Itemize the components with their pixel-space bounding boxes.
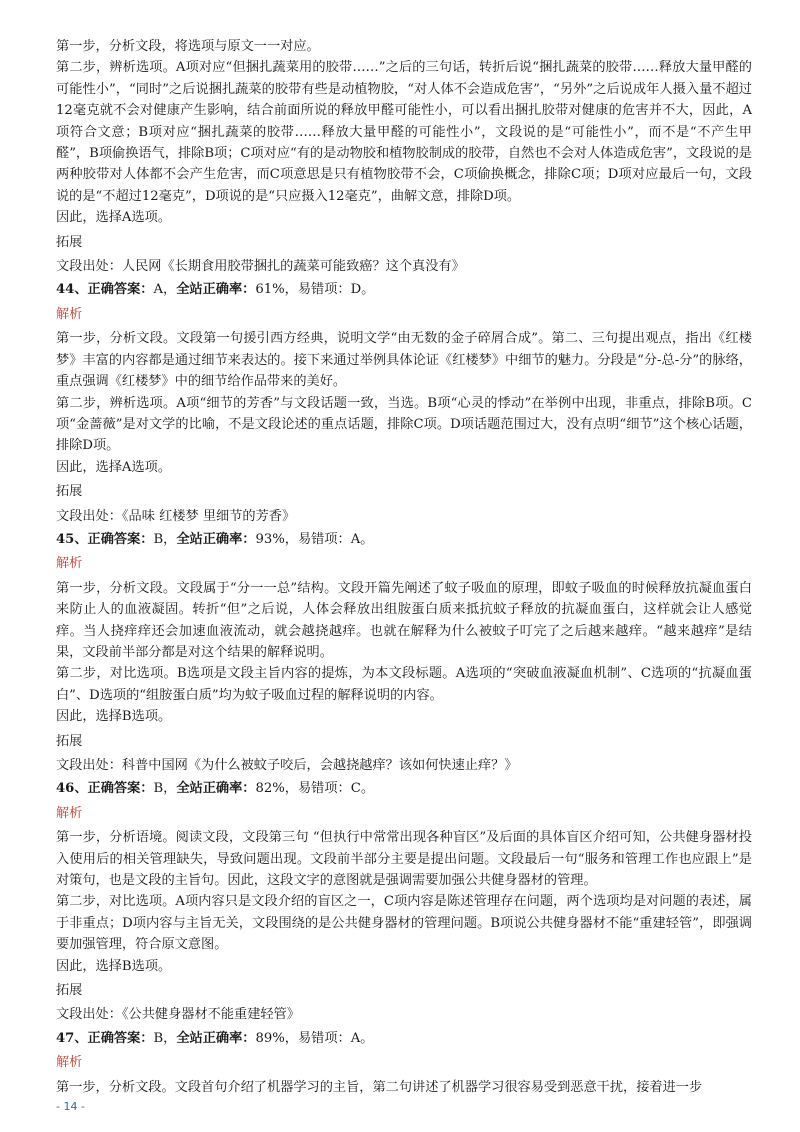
paragraph: 因此，选择A选项。 [56,459,172,475]
answer-value: A， [153,282,177,298]
rate-value: 82%， [255,781,298,797]
tuozhan-heading: 拓展 [56,234,83,250]
source-line: 文段出处：人民网《长期食用胶带捆扎的蔬菜可能致癌？这个真没有》 [56,259,465,275]
paragraph: 第一步，分析文段。文段属于“分一一总”结构。文段开篇先阐述了蚊子吸血的原理，即蚊子吸血的时候释放抗凝血蛋白来防止人的血液凝固。转折“但”之后说，人体会释放出组胺蛋白质来抵抗蚊子释放的抗凝血蛋白，这样就会让人感觉痒。当人挠痒痒还会加速血液流动，就会越挠越痒。也就在解释为什么被蚊子叮完了之后越来越痒。“越来越痒”是结果，文段前半部分都是对这个结果的解释说明。 [56,580,752,660]
answer-line-45 [56,529,752,550]
rate-value: 89%， [255,1030,298,1046]
jiexi-heading: 解析 [56,805,83,821]
wrong-option: 易错项：D。 [297,282,375,298]
source-line: 文段出处：《公共健身器材不能重建轻管》 [56,1007,300,1023]
source-line: 文段出处：《品味 红楼梦 里细节的芳香》 [56,508,296,524]
wrong-option: 易错项：C。 [298,781,375,797]
answer-label: 正确答案： [87,1030,154,1046]
rate-value: 93%， [255,531,298,547]
answer-line-47 [56,1028,752,1049]
rate-label: 全站正确率： [176,1030,256,1046]
paragraph: 因此，选择B选项。 [56,958,172,974]
answer-value: B， [153,1030,177,1046]
rate-label: 全站正确率： [176,282,256,298]
paragraph: 第一步，分析文段。文段第一句援引西方经典，说明文学“由无数的金子碎屑合成”。第二、三句提出观点，指出《红楼梦》丰富的内容都是通过细节来表达的。接下来通过举例具体论证《红楼梦》中细节的魅力。分段是“分-总-分”的脉络，重点强调《红楼梦》中的细节给作品带来的美好。 [56,331,752,390]
wrong-option: 易错项：A。 [298,531,374,547]
answer-value: B， [153,531,177,547]
answer-label: 正确答案： [87,781,154,797]
paragraph: 第一步，分析语境。阅读文段，文段第三句 “但执行中常常出现各种盲区”及后面的具体盲区介绍可知，公共健身器材投入使用后的相关管理缺失，导致问题出现。文段前半部分主要是提出问题。文段最后一句“服务和管理工作也应跟上”是对策句，也是文段的主旨句。因此，这段文字的意图就是强调需要加强公共健身器材的管理。 [56,830,752,889]
question-number: 45、 [56,531,88,547]
paragraph: 第二步，辨析选项。A项对应“但捆扎蔬菜用的胶带……”之后的三句话，转折后说“捆扎蔬菜的胶带……释放大量甲醛的可能性小”，“同时”之后说捆扎蔬菜的胶带有些是动植物胶，“对人体不会造成危害”，“另外”之后说成年人摄入量不超过12毫克就不会对健康产生影响，结合前面所说的释放甲醛可能性小，可以看出捆扎胶带对健康的危害并不大，因此，A项符合文意；B项对应“捆扎蔬菜的胶带……释放大量甲醛的可能性小”，文段说的是“可能性小”，而不是“不产生甲醛”，B项偷换语气，排除B项；C项对应“有的是动物胶和植物胶制成的胶带，自然也不会对人体造成危害”，文段说的是两种胶带对人体都不会产生危害，而C项意思是只有植物胶带不会，C项偷换概念，排除C项；D项对应最后一句，文段说的是“不超过12毫克”，D项说的是“只应摄入12毫克”，曲解文意，排除D项。 [56,60,752,204]
paragraph: 因此，选择B选项。 [56,709,172,725]
page-number: - 14 - [56,1100,85,1113]
paragraph: 因此，选择A选项。 [56,210,172,226]
question-number: 44、 [56,282,88,298]
answer-line-46 [56,778,752,799]
paragraph: 第一步，分析文段。文段首句介绍了机器学习的主旨，第二句讲述了机器学习很容易受到恶意干扰，接着进一步 [56,1079,703,1095]
paragraph: 第二步，辨析选项。A项“细节的芳香”与文段话题一致，当选。B项“心灵的悸动”在举例中出现，非重点，排除B项。C项“金蔷薇”是对文学的比喻，不是文段论述的重点话题，排除C项。D项话题范围过大，没有点明“细节”这个核心话题，排除D项。 [56,395,752,454]
rate-value: 61%， [255,282,298,298]
wrong-option: 易错项：A。 [298,1030,374,1046]
answer-label: 正确答案： [87,282,154,298]
question-number: 47、 [56,1030,88,1046]
jiexi-heading: 解析 [56,1055,83,1071]
rate-label: 全站正确率： [176,781,256,797]
question-number: 46、 [56,781,88,797]
rate-label: 全站正确率： [176,531,256,547]
tuozhan-heading: 拓展 [56,983,83,999]
tuozhan-heading: 拓展 [56,733,83,749]
paragraph: 第二步，对比选项。A项内容只是文段介绍的盲区之一，C项内容是陈述管理存在问题，两个选项均是对问题的表述，属于非重点；D项内容与主旨无关，文段围绕的是公共健身器材的管理问题。B项说公共健身器材不能“重建轻管”，即强调要加强管理，符合原文意图。 [56,894,752,953]
paragraph: 第一步，分析文段，将选项与原文一一对应。 [56,39,320,54]
answer-label: 正确答案： [87,531,154,547]
tuozhan-heading: 拓展 [56,484,83,500]
answer-line-44 [56,279,752,300]
jiexi-heading: 解析 [56,556,83,572]
jiexi-heading: 解析 [56,306,83,322]
document-page [56,36,752,1098]
answer-value: B， [153,781,177,797]
paragraph: 第二步，对比选项。B选项是文段主旨内容的提炼，为本文段标题。A选项的“突破血液凝血机制”、C选项的“抗凝血蛋白”、D选项的“组胺蛋白质”均为蚊子吸血过程的解释说明的内容。 [56,666,752,703]
source-line: 文段出处：科普中国网《为什么被蚊子咬后，会越挠越痒？该如何快速止痒？》 [56,758,518,773]
